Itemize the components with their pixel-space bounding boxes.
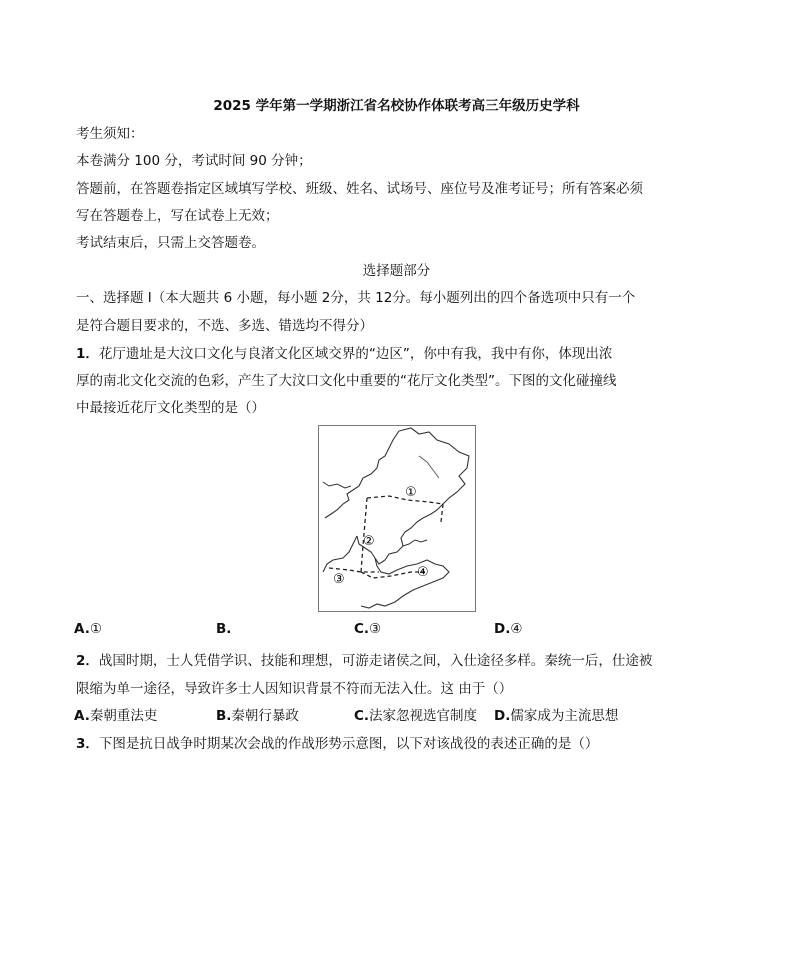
map-label-4: ④	[417, 565, 429, 580]
option-text: ①	[89, 621, 102, 637]
question-1-line3: 中最接近花厅文化类型的是（）	[76, 400, 265, 416]
question-2-option-b[interactable]	[216, 707, 299, 725]
option-text: ③	[369, 621, 382, 637]
option-letter: B.	[216, 621, 232, 637]
question-2-line1	[76, 652, 652, 670]
question-1-line1	[76, 345, 612, 363]
option-text: 法家忽视选官制度	[369, 708, 478, 724]
notice-item-3: 考试结束后，只需上交答题卷。	[76, 235, 265, 251]
question-1-option-b[interactable]	[216, 620, 231, 638]
question-1-option-c[interactable]	[354, 620, 381, 638]
question-2-line2: 限缩为单一途径，导致许多士人因知识背景不符而无法入仕。这 由于（）	[76, 681, 513, 697]
map-label-3: ③	[333, 572, 345, 587]
exam-title: 2025 学年第一学期浙江省名校协作体联考高三年级历史学科	[213, 98, 580, 114]
question-1-line2: 厚的南北文化交流的色彩，产生了大汶口文化中重要的“花厅文化类型”。下图的文化碰撞线	[76, 373, 617, 389]
question-3-number: 3．	[76, 736, 99, 752]
option-letter: C.	[354, 621, 370, 637]
notice-item-2: 答题前，在答题卷指定区域填写学校、班级、姓名、试场号、座位号及准考证号；所有答案必须	[76, 181, 643, 197]
question-3-line1	[76, 735, 598, 753]
question-3-text: 下图是抗日战争时期某次会战的作战形势示意图，以下对该战役的表述正确的是（）	[98, 736, 599, 752]
section-intro-line2: 是符合题目要求的，不选、多选、错选均不得分）	[76, 318, 373, 334]
question-1-option-d[interactable]	[494, 620, 522, 638]
option-letter: C.	[354, 708, 370, 724]
option-letter: B.	[216, 708, 232, 724]
map-label-2: ②	[363, 534, 375, 549]
option-letter: A.	[74, 621, 90, 637]
option-text: 儒家成为主流思想	[510, 708, 619, 724]
section-title: 选择题部分	[362, 263, 431, 279]
option-letter: D.	[494, 708, 511, 724]
map-label-1: ①	[405, 485, 417, 500]
question-2-number: 2．	[76, 653, 99, 669]
option-letter: A.	[74, 708, 90, 724]
option-letter: D.	[494, 621, 511, 637]
question-2-text: 战国时期，士人凭借学识、技能和理想，可游走诸侯之间，入仕途径多样。秦统一后，仕途被	[98, 653, 653, 669]
notice-item-2-cont: 写在答题卷上，写在试卷上无效；	[76, 208, 279, 224]
question-1-number: 1．	[76, 346, 99, 362]
question-2-option-d[interactable]	[494, 707, 618, 725]
notice-item-1: 本卷满分 100 分，考试时间 90 分钟；	[76, 153, 312, 169]
section-intro-line1: 一、选择题 I（本大题共 6 小题，每小题 2分，共 12分。每小题列出的四个备选项中只有一个	[76, 290, 636, 306]
culture-collision-map	[318, 425, 476, 612]
question-2-option-c[interactable]	[354, 707, 477, 725]
option-text: 秦朝行暴政	[231, 708, 299, 724]
question-1-option-a[interactable]	[74, 620, 102, 638]
notice-heading: 考生须知：	[76, 126, 144, 142]
map-drawing	[319, 426, 475, 611]
option-text: 秦朝重法吏	[89, 708, 158, 724]
question-1-text: 花厅遗址是大汶口文化与良渚文化区域交界的“边区”，你中有我，我中有你，体现出浓	[98, 346, 613, 362]
option-text: ④	[510, 621, 523, 637]
question-2-option-a[interactable]	[74, 707, 157, 725]
